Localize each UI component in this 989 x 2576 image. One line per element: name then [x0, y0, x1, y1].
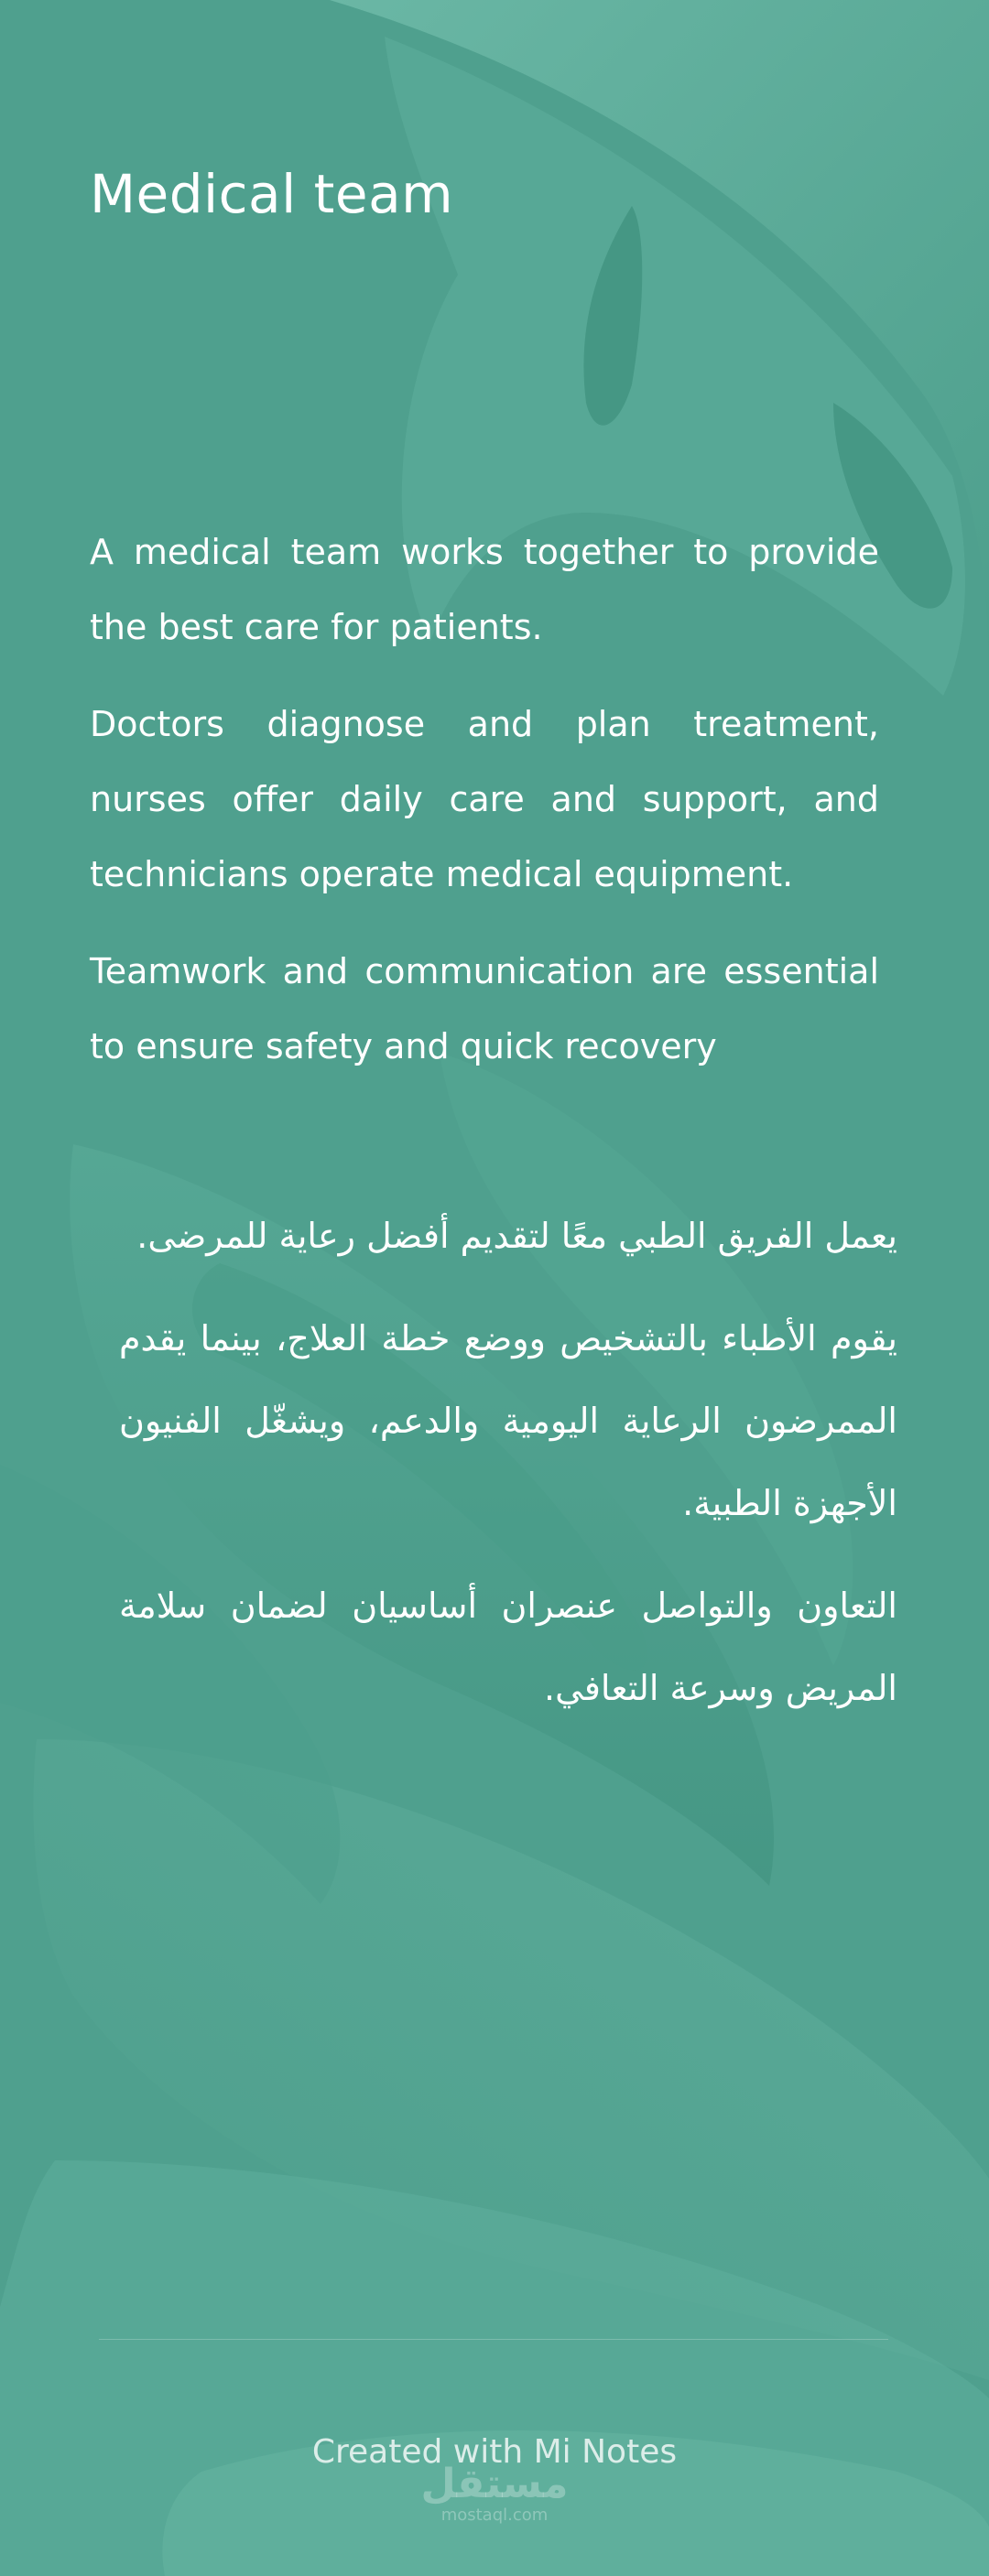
english-paragraph-3: Teamwork and communication are essential to ensure safety and quick recovery: [90, 951, 879, 1066]
arabic-paragraph-2: يقوم الأطباء بالتشخيص ووضع خطة العلاج، بينما يقدم الممرضون الرعاية اليومية والدعم، ويشغّل الفنيون الأجهزة الطبية.: [119, 1318, 897, 1523]
english-text-block: [90, 514, 879, 1106]
mostaql-watermark: [0, 2462, 989, 2525]
note-title: Medical team: [90, 163, 454, 225]
footer-divider: [99, 2339, 888, 2340]
watermark-domain: mostaql.com: [440, 2506, 549, 2525]
english-paragraph-2: Doctors diagnose and plan treatment, nurses offer daily care and support, and technicians operate medical equipment.: [90, 704, 879, 894]
arabic-text-block: [119, 1195, 897, 1749]
created-with-label: Created with Mi Notes: [311, 2433, 678, 2471]
arabic-paragraph-1: يعمل الفريق الطبي معًا لتقديم أفضل رعاية للمرضى.: [136, 1216, 897, 1256]
watermark-arabic-logo: مستقل: [420, 2461, 569, 2507]
english-paragraph-1: A medical team works together to provide the best care for patients.: [90, 532, 879, 647]
arabic-paragraph-3: التعاون والتواصل عنصران أساسيان لضمان سلامة المريض وسرعة التعافي.: [119, 1586, 897, 1708]
